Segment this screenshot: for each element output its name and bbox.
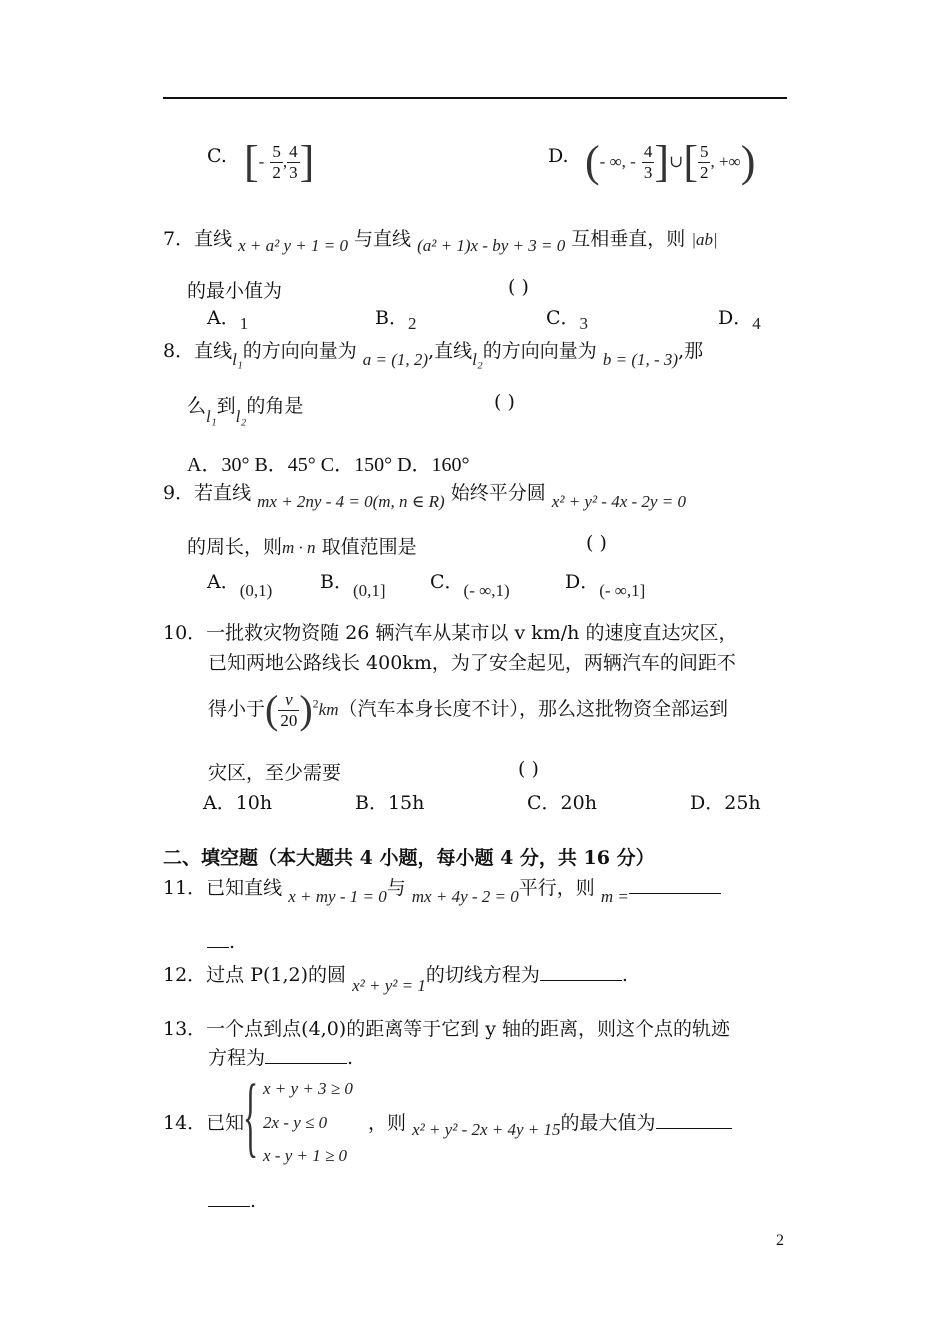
q14-num: 14．已知 (163, 1112, 245, 1134)
q14-blank[interactable] (656, 1110, 732, 1129)
q11-blank-cont[interactable] (207, 929, 229, 948)
q10-line4: 灾区，至少需要 (208, 762, 342, 784)
q7-option-b: B．2 (375, 307, 417, 333)
q9-option-b: B．(0,1] (320, 571, 386, 600)
page-number: 2 (776, 1232, 784, 1249)
q14-brace: { (243, 1067, 259, 1166)
q9-option-d: D．(- ∞,1] (565, 571, 646, 600)
q13-blank[interactable] (265, 1045, 347, 1064)
q6-option-c (207, 145, 227, 167)
q14-tail: ，则 x² + y² - 2x + 4y + 15的最大值为 (368, 1108, 732, 1135)
q9-option-c: C．(- ∞,1) (430, 571, 510, 600)
q13-line2: 方程为 . (208, 1047, 354, 1069)
q7-line2: 的最小值为 (187, 280, 283, 302)
frac-4-3-d: $\frac{4}{3}$ (643, 141, 653, 182)
q10-option-b: B．15h (355, 792, 425, 814)
q7-option-a: A．1 (207, 307, 249, 333)
q8-options: A．30° B．45° C．150° D．160° (187, 454, 470, 476)
q9-paren: ( ) (586, 532, 607, 554)
q10-paren: ( ) (518, 758, 539, 780)
section-title: 二、填空题（本大题共 4 小题，每小题 4 分，共 16 分） (163, 847, 655, 869)
q14-constraint-2: 2x - y ≤ 0 (263, 1113, 328, 1132)
q10-option-c: C．20h (527, 792, 597, 814)
q8-line2: 么l₁到l₂的角是 (187, 395, 304, 426)
q11-blank[interactable] (629, 875, 721, 894)
q10-option-a: A．10h (203, 792, 273, 814)
q9-option-a: A．(0,1) (207, 571, 273, 600)
q11-line2: . (207, 929, 235, 953)
q7-paren: ( ) (508, 276, 529, 298)
frac-4-3: $\frac{4}{3}$ (289, 141, 298, 182)
q8-paren: ( ) (494, 391, 515, 413)
frac-v-20: $\frac{v}{20}$ (280, 689, 298, 730)
frac-5-2: $\frac{5}{2}$ (272, 141, 281, 182)
q12-line: 12．过点 P(1,2)的圆 x² + y² = 1的切线方程为 . (163, 964, 628, 995)
q10-line2: 已知两地公路线长 400km，为了安全起见，两辆汽车的间距不 (208, 652, 736, 674)
frac-5-2-d: $\frac{5}{2}$ (699, 141, 709, 182)
q7-option-d: D．4 (718, 307, 761, 333)
q14-constraint-1: x + y + 3 ≥ 0 (263, 1079, 353, 1098)
q12-blank[interactable] (540, 962, 622, 981)
q8-line1: 8．直线l₁的方向向量为 a = (1, 2),直线l₂的方向向量为 b = (1, - 3),那 (163, 340, 704, 369)
q13-line1: 13．一个点到点(4,0)的距离等于它到 y 轴的距离，则这个点的轨迹 (163, 1018, 731, 1040)
q6-option-d (548, 145, 569, 167)
q14-blank-cont[interactable] (208, 1188, 250, 1207)
q14-line2: . (208, 1188, 256, 1212)
q7-option-c: C．3 (546, 307, 589, 333)
q11-line1: 11．已知直线 x + my - 1 = 0与 mx + 4y - 2 = 0平行，则 m = (163, 873, 721, 900)
q6-d-label: D. (548, 145, 569, 167)
q9-line2: 的周长，则m · n 取值范围是 (187, 536, 417, 558)
q10-option-d: D．25h (690, 792, 761, 814)
q7-line1: 7．直线 x + a² y + 1 = 0 与直线 (a² + 1)x - by + 3 = 0 互相垂直，则 |ab| (163, 228, 718, 255)
q10-line3: 得小于( $\frac{v}{20}$ )$^2$km（汽车本身长度不计），那么这批物资全部运到 (208, 687, 729, 732)
header-rule (163, 97, 787, 99)
q6-c-label: C. (207, 145, 227, 167)
q6-c-math: [- $\frac{5}{2}$ , $\frac{4}{3}$ ] (244, 137, 315, 186)
q14-constraint-3: x - y + 1 ≥ 0 (263, 1146, 348, 1165)
q6-d-math: (- ∞, - $\frac{4}{3}$ ]∪[ $\frac{5}{2}$ , +∞) (585, 137, 756, 186)
q10-line1: 10．一批救灾物资随 26 辆汽车从某市以 v km/h 的速度直达灾区， (163, 622, 738, 644)
q9-line1: 9．若直线 mx + 2ny - 4 = 0(m, n ∈ R) 始终平分圆 x² + y² - 4x - 2y = 0 (163, 482, 686, 511)
